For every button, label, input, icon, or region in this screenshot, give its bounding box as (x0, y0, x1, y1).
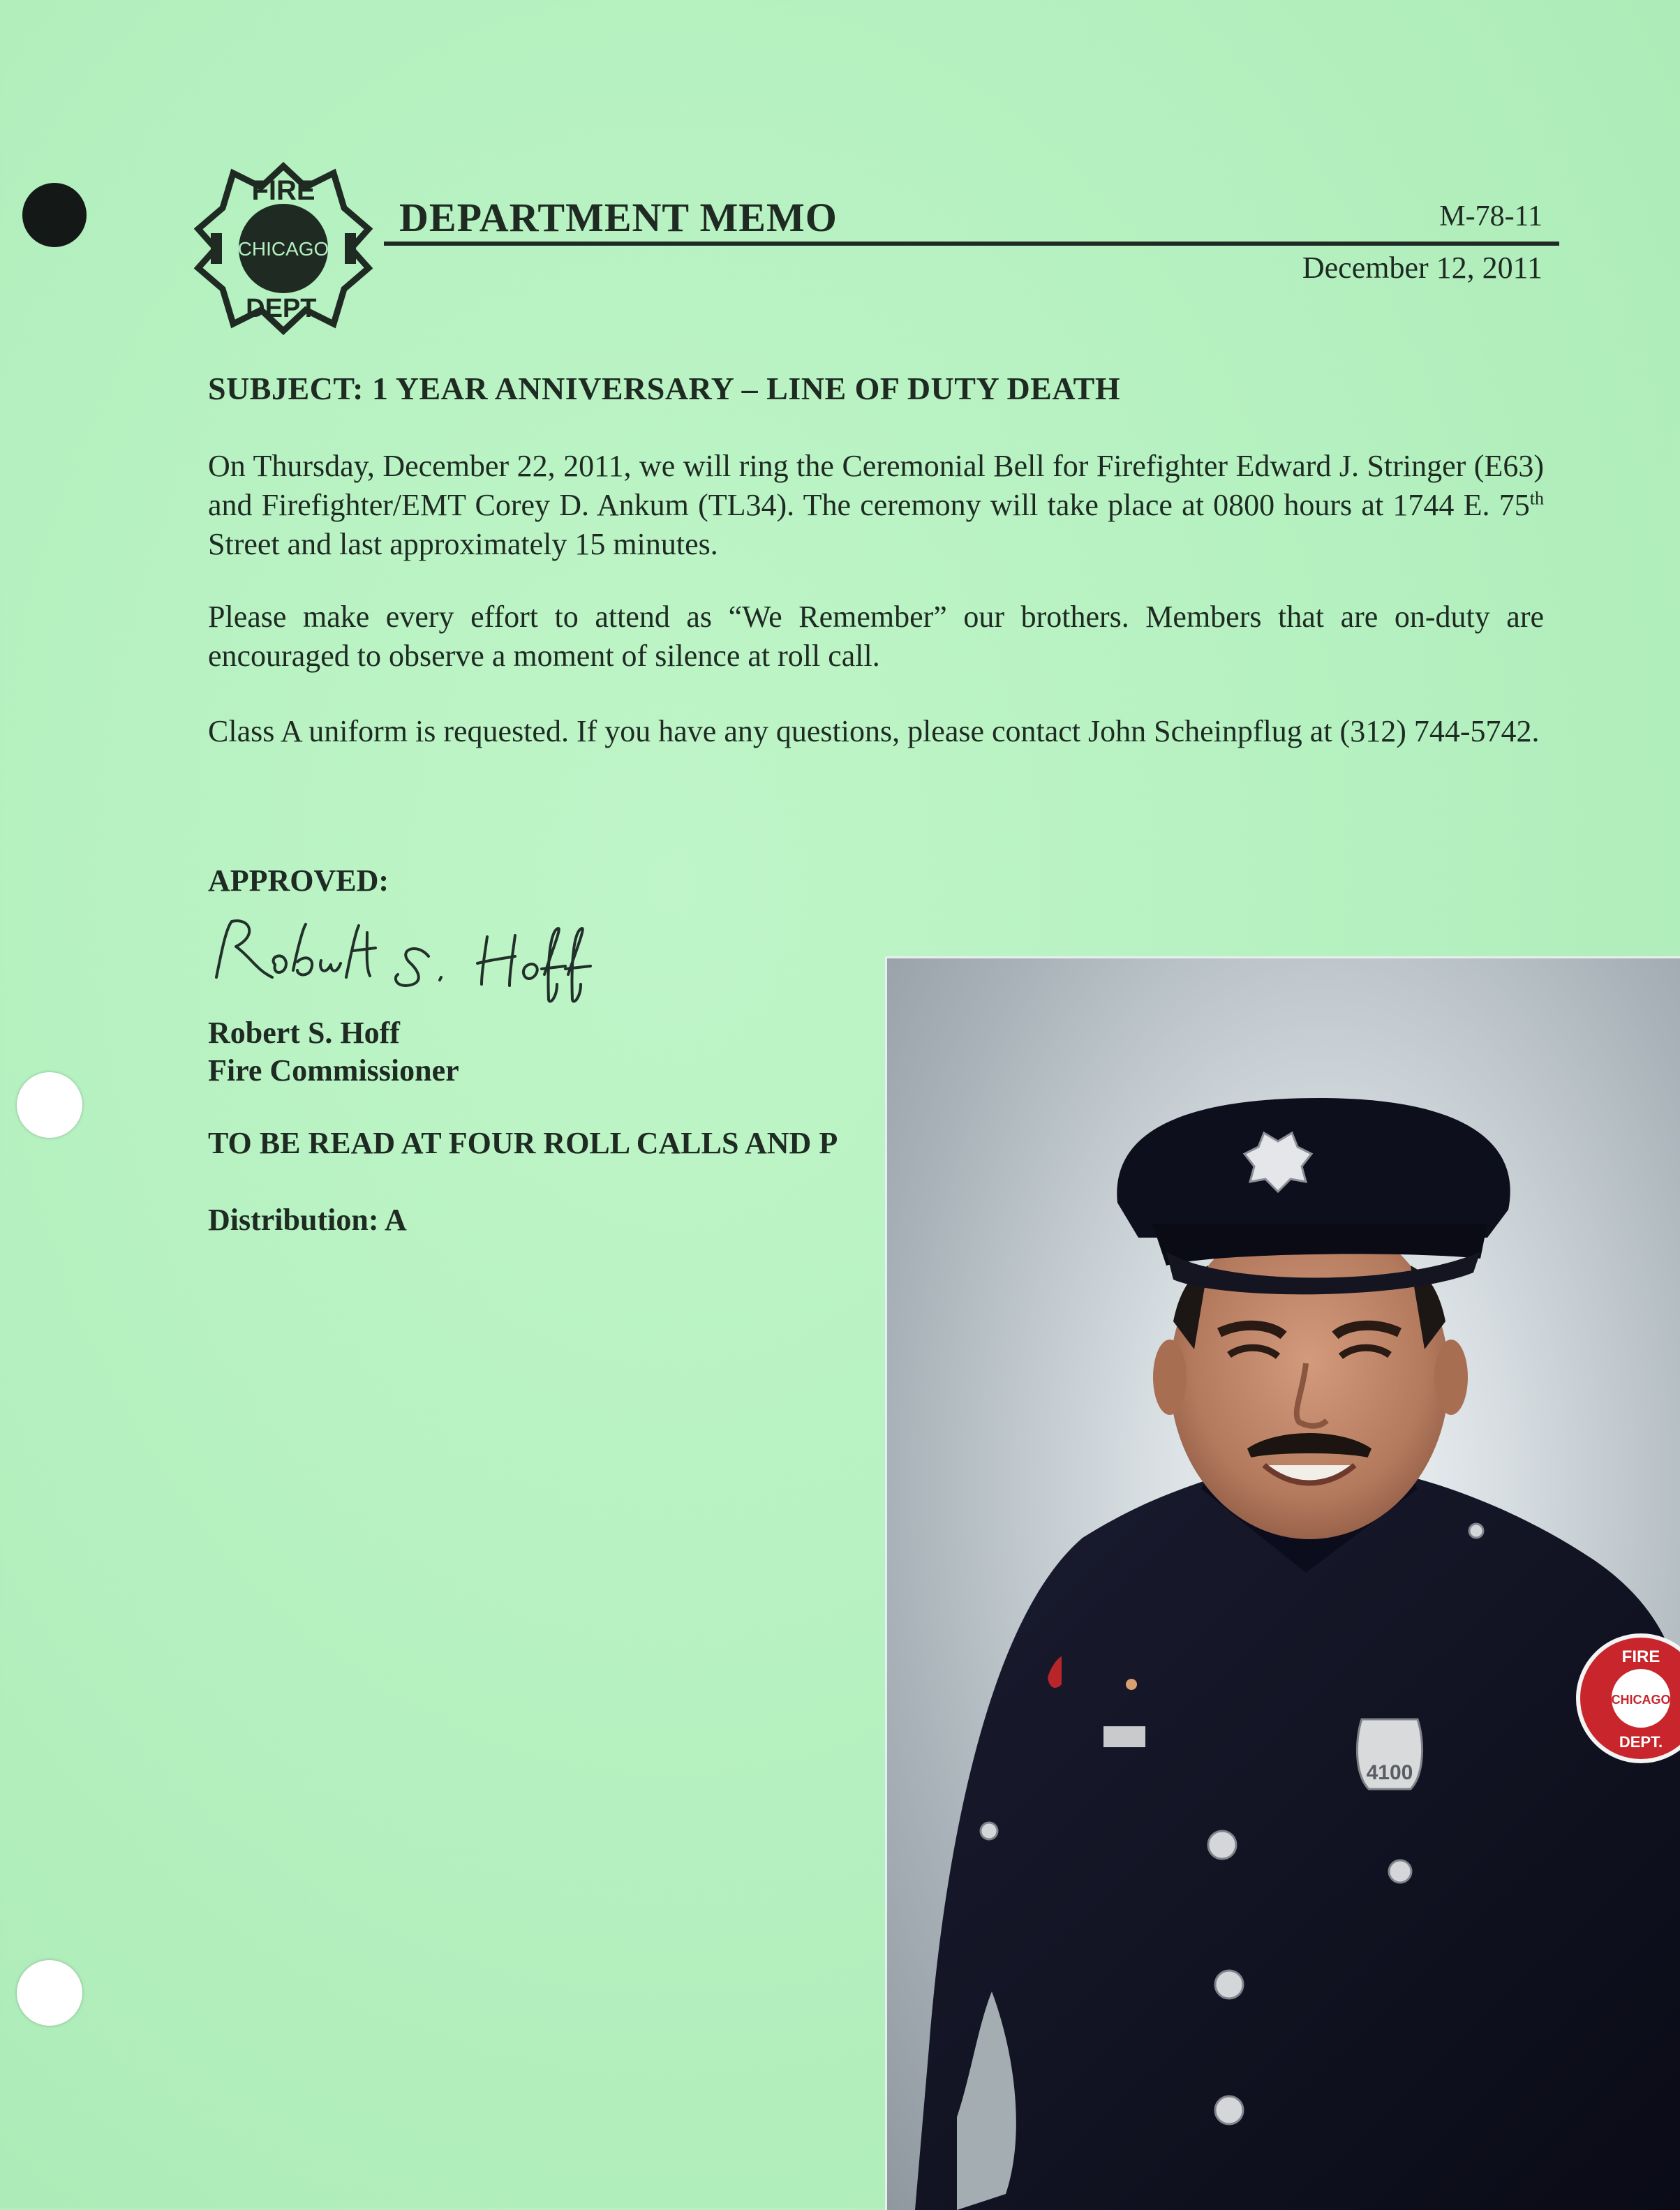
memo-paragraph-attend: Please make every effort to attend as “We Remember” our brothers. Members that are on-duty are encouraged to observe a moment of silence at roll call. (208, 600, 1544, 673)
header-rule (384, 242, 1559, 246)
face (1170, 1215, 1449, 1539)
p1-superscript: th (1529, 488, 1544, 509)
memo-number: M-78-11 (1439, 200, 1543, 232)
memo-subject: SUBJECT: 1 YEAR ANNIVERSARY – LINE OF DUTY DEATH (208, 371, 1121, 406)
memo-paragraph-uniform: Class A uniform is requested. If you have any questions, please contact John Scheinpflug at (312) 744-5742. (208, 714, 1540, 748)
name-tag (1103, 1726, 1145, 1747)
uniform-button (1215, 2096, 1243, 2124)
signer-name: Robert S. Hoff (208, 1016, 400, 1050)
uniform-button (1215, 1971, 1243, 1998)
uniform-button (1208, 1831, 1236, 1859)
read-notice: TO BE READ AT FOUR ROLL CALLS AND P (208, 1126, 838, 1160)
p1-text-end: Street and last approximately 15 minutes. (208, 527, 718, 561)
patch-text-fire: FIRE (1621, 1647, 1660, 1666)
uniform-jacket (915, 1475, 1680, 2210)
portrait-illustration (887, 958, 1680, 2210)
handwritten-signature (208, 907, 599, 1005)
punch-hole (17, 1960, 82, 2026)
p1-text: On Thursday, December 22, 2011, we will ring the Ceremonial Bell for Firefighter Edward J. Stringer (E63) and Firefighter/EMT Corey D. Ankum (TL34). The ceremony will take place at 0800 hours at 1744 E. 75 (208, 449, 1544, 522)
memo-title: DEPARTMENT MEMO (399, 195, 838, 240)
distribution-line: Distribution: A (208, 1203, 407, 1237)
logo-text-dept: DEPT. (246, 294, 321, 323)
memo-date: December 12, 2011 (1302, 251, 1543, 285)
signature-text: Robert S. Hoff (208, 907, 212, 908)
uniform-button (1389, 1860, 1411, 1883)
chicago-fire-dept-logo (194, 159, 373, 338)
approved-label: APPROVED: (208, 863, 389, 898)
badge-number: 4100 (1366, 1761, 1413, 1784)
punch-hole-dark (22, 183, 87, 247)
patch-text-dept: DEPT. (1619, 1733, 1663, 1751)
uniform-cap (1117, 1098, 1510, 1238)
memo-paragraph-ceremony (208, 447, 1544, 564)
chicago-fire-dept-patch (1578, 1636, 1680, 1761)
logo-text-chicago: CHICAGO (237, 238, 329, 260)
signer-title: Fire Commissioner (208, 1053, 459, 1088)
firefighter-portrait-photo (885, 956, 1680, 2210)
patch-text-chicago: CHICAGO (1611, 1693, 1671, 1707)
punch-hole (17, 1072, 82, 1138)
logo-text-fire: FIRE (251, 175, 315, 206)
